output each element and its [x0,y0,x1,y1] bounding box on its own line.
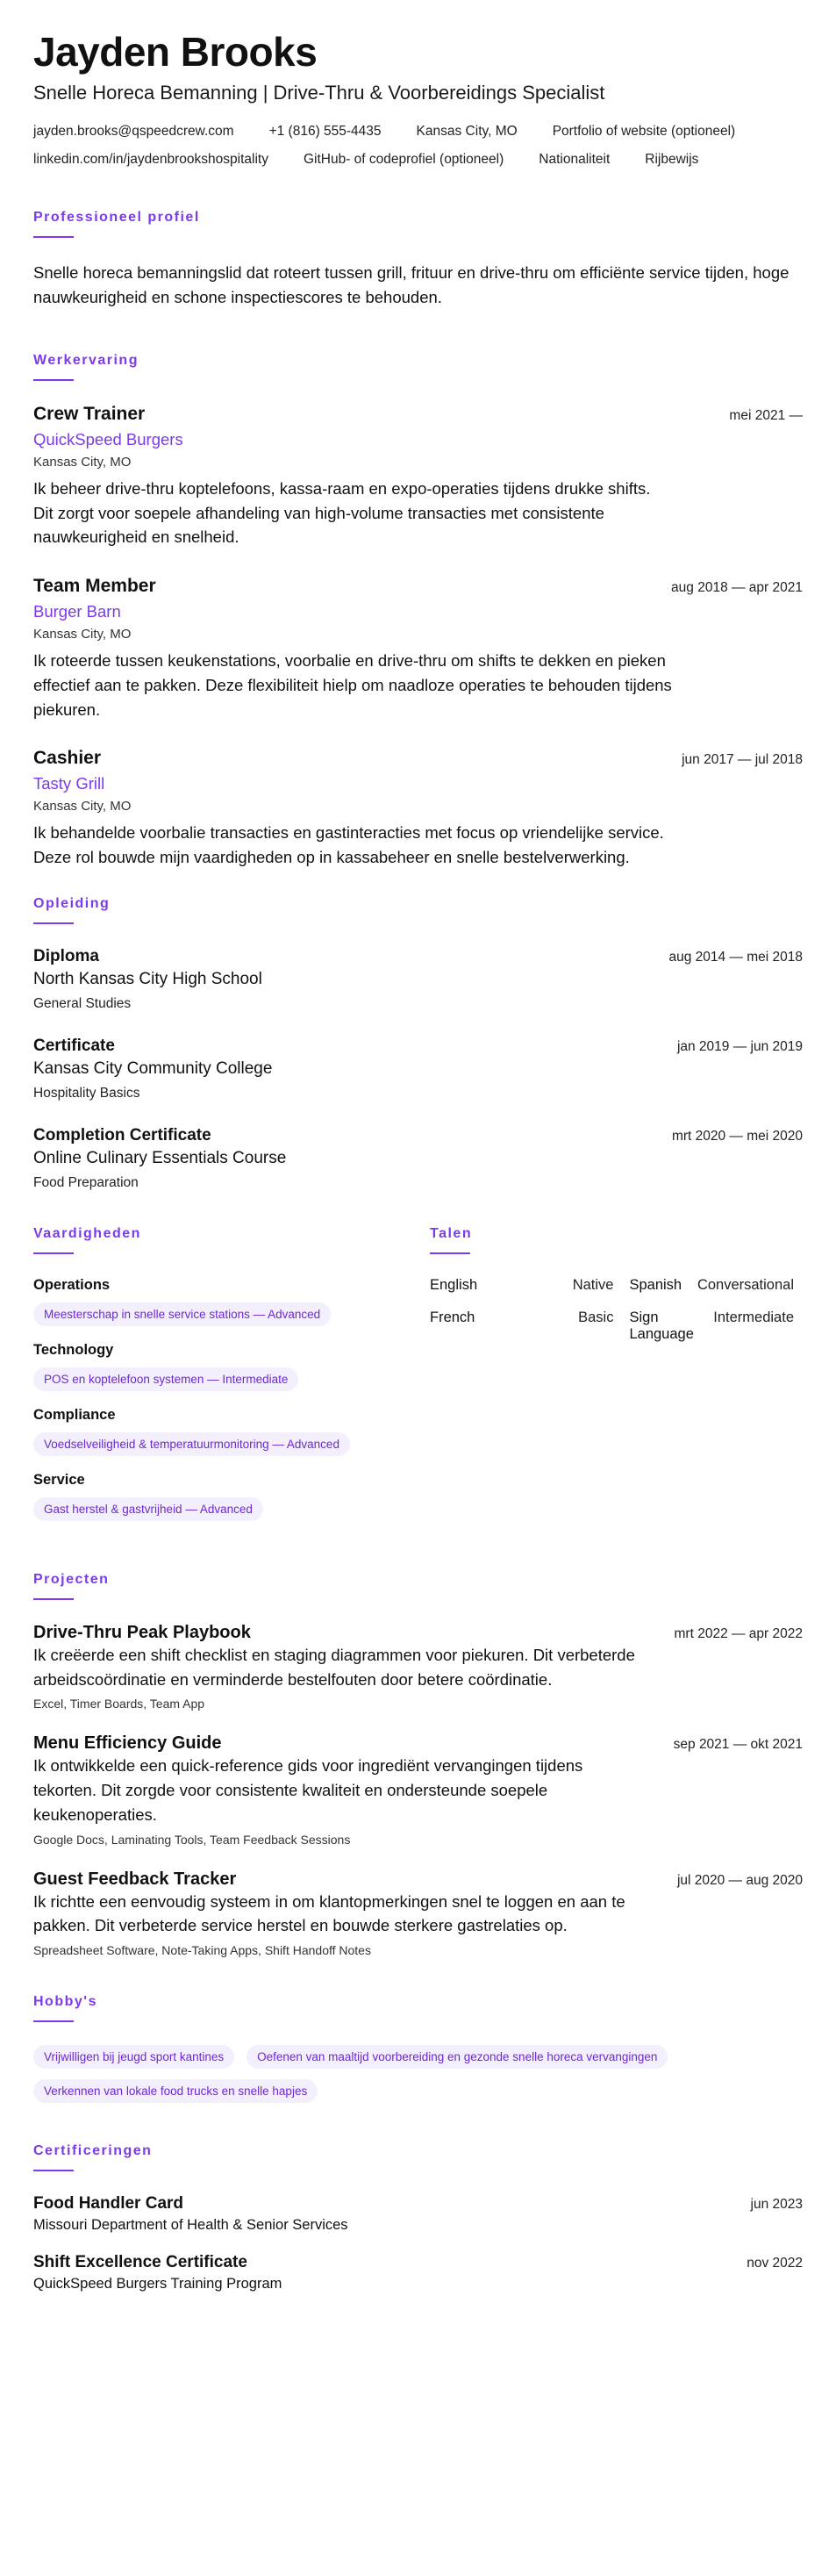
section-title: Certificeringen [33,2143,153,2159]
language-name: English [430,1276,478,1293]
drivers-license-text: Rijbewijs [645,151,699,167]
job-date: jun 2017 — jul 2018 [682,752,803,768]
projects-section [33,1572,803,1957]
skill-pill: Gast herstel & gastvrijheid — Advanced [33,1497,263,1521]
job-date: aug 2018 — apr 2021 [671,580,803,596]
skill-category: Service [33,1471,85,1488]
section-divider [33,1598,74,1600]
skill-group [33,1342,430,1391]
certifications-section [33,2143,803,2293]
language-level: Intermediate [713,1309,794,1325]
language-level: Basic [578,1309,614,1325]
hobbies-list [33,2045,803,2103]
skill-group [33,1472,430,1521]
candidate-name: Jayden Brooks [33,29,318,75]
section-divider [33,379,74,381]
project-date: jul 2020 — aug 2020 [676,1872,803,1888]
profile-section [33,210,803,311]
skill-group [33,1407,430,1456]
certification-entry [33,2194,803,2234]
candidate-headline: Snelle Horeca Bemanning | Drive-Thru & Voorbereidings Specialist [33,81,605,104]
experience-section [33,353,803,870]
contact-row-1 [33,124,803,140]
skills-languages-section [33,1226,803,1537]
section-divider [33,1252,74,1254]
hobby-pill: Vrijwilligen bij jeugd sport kantines [33,2045,234,2069]
project-name: Menu Efficiency Guide [33,1733,222,1754]
section-divider [33,2170,74,2171]
education-school: North Kansas City High School [33,969,262,988]
language-level: Conversational [697,1276,794,1293]
certification-entry [33,2253,803,2293]
job-location: Kansas City, MO [33,627,132,642]
language-level: Native [572,1276,614,1293]
section-title: Opleiding [33,895,111,911]
skill-pill: POS en koptelefoon systemen — Intermediate [33,1367,298,1391]
job-company: QuickSpeed Burgers [33,429,183,448]
certification-date: nov 2022 [747,2256,803,2271]
education-date: aug 2014 — mei 2018 [668,949,803,965]
project-date: mrt 2022 — apr 2022 [674,1625,803,1641]
education-degree: Completion Certificate [33,1125,211,1144]
section-divider [430,1252,470,1254]
job-description: Ik behandelde voorbalie transacties en gastinteracties met focus op vriendelijke service. Deze rol bouwde mijn vaardigheden op in kassabeheer en snelle bestelverwerking. [33,823,664,867]
location-text: Kansas City, MO [416,123,518,139]
section-title: Werkervaring [33,352,139,368]
project-tools: Excel, Timer Boards, Team App [33,1697,205,1711]
education-degree: Diploma [33,946,99,965]
education-school: Kansas City Community College [33,1058,273,1078]
languages-column [430,1226,794,1537]
section-title: Vaardigheden [33,1225,141,1241]
hobby-pill: Verkennen van lokale food trucks en snelle hapjes [33,2079,318,2103]
project-entry [33,1733,803,1846]
job-description: Ik beheer drive-thru koptelefoons, kassa-raam en expo-operaties tijdens drukke shifts. Dit zorgt voor soepele afhandeling van high-volume transacties met consistente nauwkeurigheid en snelheid. [33,478,651,547]
job-company: Tasty Grill [33,774,105,793]
section-title: Professioneel profiel [33,209,200,225]
job-date: mei 2021 — [729,407,803,423]
job-entry [33,404,803,549]
email-link[interactable]: jayden.brooks@qspeedcrew.com [33,123,234,139]
skill-pill: Meesterschap in snelle service stations — Advanced [33,1302,331,1326]
skills-column [33,1226,430,1537]
skill-category: Technology [33,1341,114,1358]
education-section [33,896,803,1191]
education-entry [33,947,803,1012]
certification-issuer: QuickSpeed Burgers Training Program [33,2276,282,2293]
education-field: General Studies [33,995,132,1011]
job-title: Cashier [33,748,102,769]
languages-grid [430,1277,794,1343]
job-location: Kansas City, MO [33,454,132,470]
job-company: Burger Barn [33,602,121,621]
certification-name: Food Handler Card [33,2194,184,2214]
project-description: Ik ontwikkelde een quick-reference gids voor ingrediënt vervangingen tijdens tekorten. Dit zorgde voor consistente kwaliteit en ondersteunde soepele keukenoperaties. [33,1756,583,1824]
project-entry [33,1869,803,1958]
job-location: Kansas City, MO [33,799,132,814]
education-entry [33,1037,803,1101]
skill-category: Compliance [33,1406,116,1423]
portfolio-link[interactable]: Portfolio of website (optioneel) [552,123,736,139]
section-title: Talen [430,1225,473,1241]
language-name: Sign Language [629,1309,694,1342]
linkedin-link[interactable]: linkedin.com/in/jaydenbrookshospitality [33,151,268,167]
language-name: French [430,1309,475,1325]
certification-issuer: Missouri Department of Health & Senior Services [33,2217,348,2234]
job-title: Crew Trainer [33,403,146,424]
job-description: Ik roteerde tussen keukenstations, voorbalie en drive-thru om shifts te dekken en pieken effectief aan te pakken. Deze flexibiliteit hielp om naadloze operaties te behouden tijdens piekuren. [33,651,672,719]
skill-pill: Voedselveiligheid & temperatuurmonitoring — Advanced [33,1432,350,1456]
section-divider [33,236,74,238]
section-title: Projecten [33,1571,110,1587]
job-entry [33,576,803,721]
education-school: Online Culinary Essentials Course [33,1148,287,1167]
resume-header [33,30,803,168]
nationality-text: Nationaliteit [539,151,611,167]
education-date: mrt 2020 — mei 2020 [671,1128,803,1144]
job-entry [33,748,803,870]
project-description: Ik richtte een eenvoudig systeem in om klantopmerkingen snel te loggen en aan te pakken. Dit verbeterde service herstel en bouwde sterkere gastrelaties op. [33,1891,625,1935]
project-name: Guest Feedback Tracker [33,1869,237,1889]
project-date: sep 2021 — okt 2021 [673,1737,803,1753]
hobby-pill: Oefenen van maaltijd voorbereiding en gezonde snelle horeca vervangingen [247,2045,668,2069]
skill-group [33,1277,430,1326]
certification-name: Shift Excellence Certificate [33,2253,247,2272]
education-field: Food Preparation [33,1174,139,1190]
section-divider [33,922,74,924]
section-divider [33,2020,74,2022]
education-entry [33,1126,803,1191]
profile-summary: Snelle horeca bemanningslid dat roteert tussen grill, frituur en drive-thru om efficiënte service tijden, hoge nauwkeurigheid en schone inspectiescores te behouden. [33,262,790,307]
job-title: Team Member [33,576,156,597]
phone-link[interactable]: +1 (816) 555-4435 [268,123,382,139]
education-date: jan 2019 — jun 2019 [676,1038,803,1054]
education-field: Hospitality Basics [33,1085,140,1101]
certification-date: jun 2023 [750,2197,803,2213]
project-entry [33,1623,803,1711]
hobbies-section [33,1994,803,2103]
project-tools: Spreadsheet Software, Note-Taking Apps, Shift Handoff Notes [33,1943,371,1958]
education-degree: Certificate [33,1036,115,1055]
project-tools: Google Docs, Laminating Tools, Team Feedback Sessions [33,1832,351,1847]
contact-row-2 [33,152,803,168]
github-link[interactable]: GitHub- of codeprofiel (optioneel) [303,151,504,167]
project-description: Ik creëerde een shift checklist en staging diagrammen voor piekuren. Dit verbeterde arbeidscoördinatie en verminderde bestelfouten door betere coördinatie. [33,1645,635,1689]
skill-category: Operations [33,1276,111,1293]
language-name: Spanish [629,1276,682,1293]
project-name: Drive-Thru Peak Playbook [33,1622,251,1642]
section-title: Hobby's [33,1994,97,2010]
